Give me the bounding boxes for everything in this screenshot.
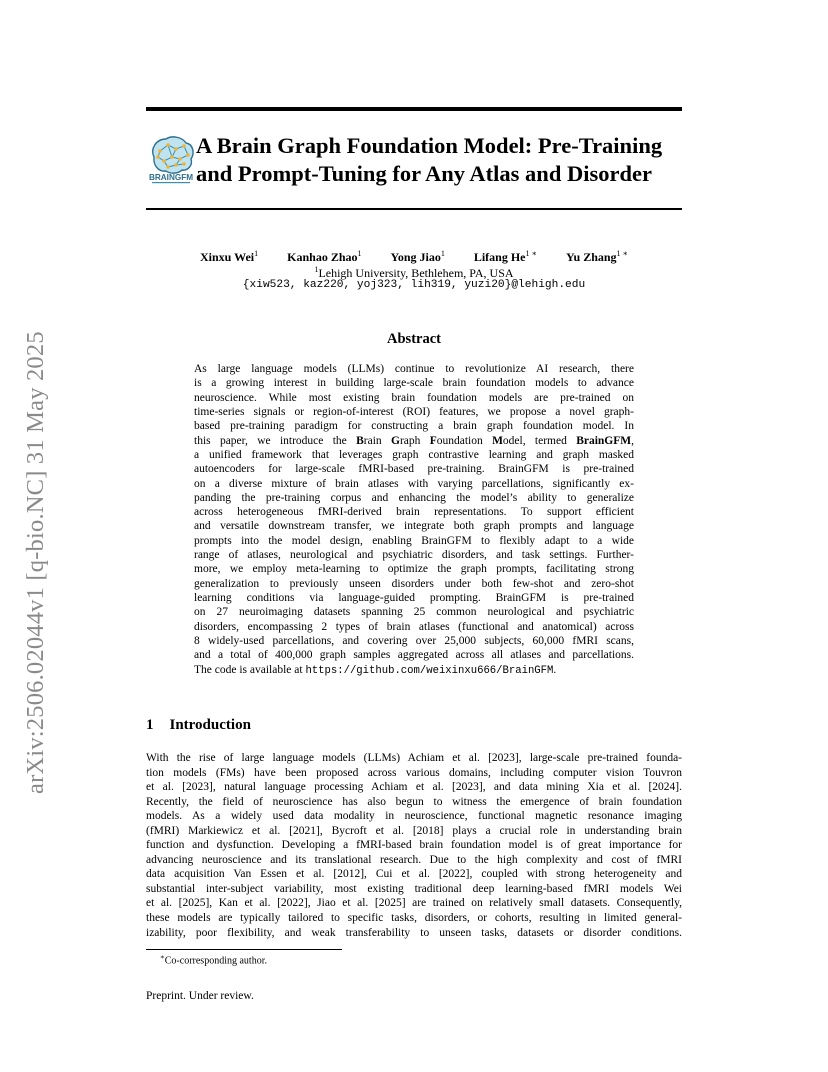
abstract-line: autoencoders for large-scale fMRI-based pre-training. BrainGFM is pre-trained	[194, 463, 634, 476]
preprint-note: Preprint. Under review.	[146, 990, 254, 1002]
abstract-line: this paper, we introduce the Brain Graph Foundation Model, termed BrainGFM,	[194, 434, 635, 447]
intro-line: (fMRI) Markiewicz et al. [2021], Bycroft et al. [2018] plays a crucial role in understanding brain	[146, 824, 682, 837]
author: Xinxu Wei$^1$	[200, 249, 259, 264]
abstract-line: based pre-training paradigm for constructing a brain graph foundation model. In	[194, 420, 634, 433]
abstract-code-line: The code is available at https://github.com/weixinxu666/BrainGFM.	[194, 663, 557, 677]
abstract-line: As large language models (LLMs) continue to revolutionize AI research, there	[194, 363, 634, 375]
arxiv-side-label: arXiv:2506.02044v1 [q-bio.NC] 31 May 2025	[22, 331, 49, 794]
title-bottom-rule	[146, 208, 682, 210]
abstract-line: more, we employ meta-learning to optimize the graph prompts, facilitating strong	[194, 563, 634, 576]
abstract-line: generalization to previously unseen disorders under both few-shot and zero-shot	[194, 577, 634, 590]
intro-line: With the rise of large language models (LLMs) Achiam et al. [2023], large-scale pre-trained founda-	[146, 752, 682, 764]
abstract-line: time-series signals or region-of-interest (ROI) features, we propose a novel graph-	[194, 405, 634, 418]
abstract-line: and versatile downstream transfer, we integrate both graph prompts and language	[194, 520, 634, 533]
intro-line: data acquisition Van Essen et al. [2012], Cui et al. [2022], coupled with strong heterogeneity and	[146, 868, 682, 881]
abstract-line: panding the pre-training corpus and enhancing the model’s ability to generalize	[194, 491, 634, 504]
title-line-1: A Brain Graph Foundation Model: Pre-Training	[196, 133, 663, 158]
footnote: ∗Co-corresponding author.	[160, 953, 267, 967]
abstract-heading: Abstract	[387, 331, 441, 347]
intro-line: Recently, the field of neuroscience has also begun to witness the emergence of brain foundation	[146, 795, 682, 808]
paper-title	[196, 132, 686, 188]
intro-line: substantial inter-subject variability, most existing traditional deep learning-based fMRI models Wei	[146, 882, 682, 895]
abstract-line: 8 widely-used parcellations, and covering over 25,000 subjects, 60,000 fMRI scans,	[194, 634, 634, 647]
intro-line: advancing neuroscience and its translational research. Due to the high complexity and cost of fMRI	[146, 853, 682, 866]
section-heading: 1 Introduction	[146, 717, 251, 733]
intro-line: models. As a widely used data modality in neuroscience, functional magnetic resonance imaging	[146, 810, 682, 823]
abstract-line: is a growing interest in building large-scale brain foundation models to advance	[194, 377, 634, 390]
abstract-body	[194, 362, 634, 677]
footnote-rule	[146, 949, 342, 950]
intro-line: et al. [2025], Kan et al. [2022], Jiao et al. [2025] are trained on relatively small datasets. Consequently,	[146, 897, 682, 910]
abstract-line: neuroscience. While most existing brain foundation models are pre-trained on	[194, 391, 634, 404]
code-link[interactable]: https://github.com/weixinxu666/BrainGFM	[305, 664, 554, 677]
abstract-line: range of atlases, neurological and psychiatric disorders, and task settings. Further-	[194, 549, 634, 562]
introduction-body	[146, 751, 682, 940]
author-emails: {xiw523, kaz220, yoj323, lih319, yuzi20}@lehigh.edu	[242, 279, 586, 291]
brain-network-icon	[146, 133, 196, 185]
intro-line: function and dysfunction. Developing a fMRI-based brain foundation model is of great importance for	[146, 839, 682, 852]
abstract-line: disorders, encompassing 2 types of brain atlases (functional and anatomical) across	[194, 620, 634, 633]
logo-text: BRAINGFM	[148, 173, 194, 182]
author: Kanhao Zhao$^1$	[287, 249, 362, 264]
title-top-rule	[146, 107, 682, 111]
abstract-line: prompts into the model design, enabling BrainGFM to flexibly adapt to a wide	[194, 534, 634, 547]
intro-line: these models are typically tailored to specific tasks, disorders, or cohorts, resulting in limited general-	[146, 912, 682, 925]
abstract-line: and a total of 400,000 graph samples aggregated across all atlases and parcellations.	[194, 649, 634, 662]
abstract-line: on 27 neuroimaging datasets spanning 25 common neurological and psychiatric	[194, 606, 634, 619]
title-line-2: and Prompt-Tuning for Any Atlas and Disorder	[196, 161, 652, 186]
author: Yu Zhang$^{1 ∗}$	[565, 249, 628, 264]
affiliation: $^1$Lehigh University, Bethlehem, PA, USA	[314, 265, 514, 280]
abstract-line: a unified framework that leverages graph contrastive learning and graph masked	[194, 448, 634, 461]
author: Yong Jiao$^1$	[390, 249, 445, 264]
intro-line: et al. [2023], natural language processing Achiam et al. [2023], and data mining Xia et al. [2024].	[146, 781, 682, 794]
author: Lifang $He^{1 ∗}$	[473, 249, 537, 264]
abstract-line: across heterogeneous fMRI-derived brain representations. To support efficient	[194, 506, 634, 519]
abstract-line: learning conditions via language-guided prompting. BrainGFM is pre-trained	[194, 592, 634, 604]
abstract-line: on a diverse mixture of brain atlases with varying parcellations, significantly ex-	[194, 477, 634, 490]
intro-line: izability, poor flexibility, and weak transferability to unseen tasks, datasets or disorder conditions.	[146, 926, 682, 939]
intro-line: tion models (FMs) have been proposed across various domains, including computer vision Touvron	[146, 766, 682, 779]
